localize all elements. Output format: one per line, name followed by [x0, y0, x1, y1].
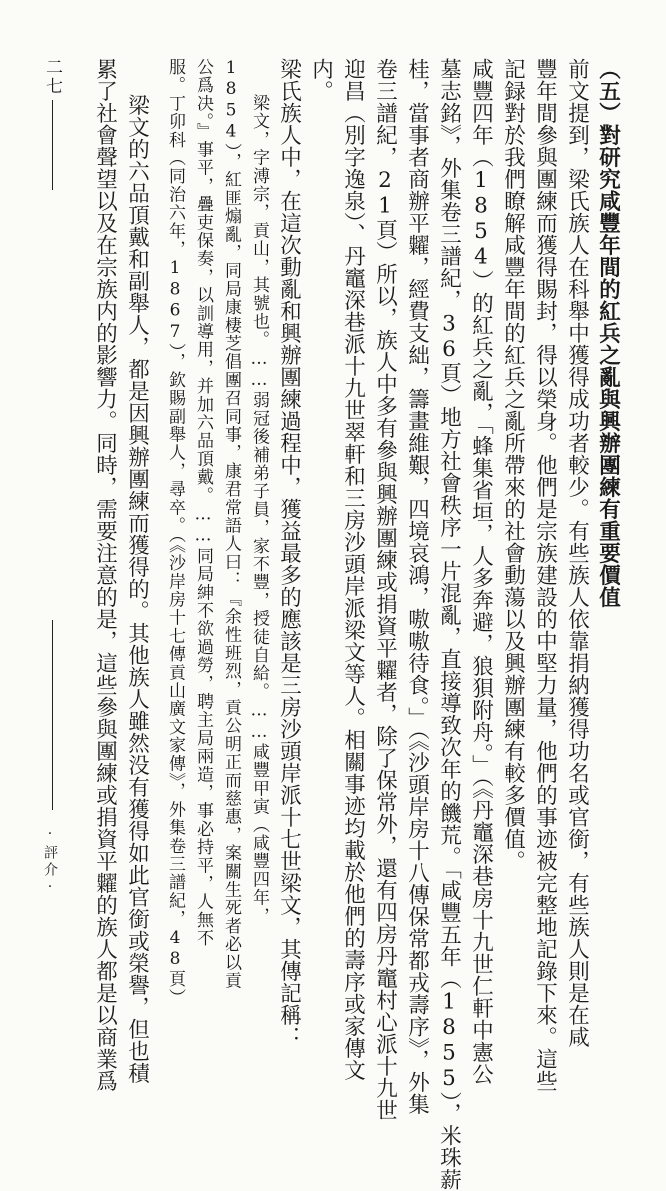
- text-column: 卷三譜紀，21頁）所以，族人中多有參與興辦團練或捐資平糶者，除了保常外，還有四房丹竈村心派十九世: [372, 58, 398, 1121]
- section-heading: （五）對研究咸豐年間的紅兵之亂與興辦團練有重要價值: [595, 58, 621, 608]
- text-column: 前文提到，梁氏族人在科舉中獲得成功者較少。有些族人依靠捐納獲得功名或官銜，有些族人則是在咸: [564, 58, 590, 1048]
- text-column: 内。: [308, 58, 334, 102]
- text-column: 豐年間參與團練而獲得賜封，得以榮身。他們是宗族建設的中堅力量，他們的事迹被完整地記錄下來。這些: [532, 58, 558, 1092]
- quote-column: 1854），紅匪煽亂，同局康棲芝倡團召同事，康君常語人曰：『余性班烈，貢公明正而慈惠，案關生死者必以貢: [221, 58, 241, 990]
- margin-rule-lower: [52, 620, 53, 810]
- quote-column: 服。丁卯科（同治六年，1867），欽賜副舉人，尋卒。（《沙岸房十七傳貢山廣文家傳》，外集卷三譜紀，48頁）: [165, 58, 185, 1007]
- margin-rule-upper: [52, 100, 53, 190]
- running-head: ·評介·: [42, 826, 58, 898]
- text-column: 記録對於我們瞭解咸豐年間的紅兵之亂所帶來的社會動蕩以及興辦團練有較多價值。: [500, 58, 526, 872]
- text-column: 桂，當事者商辦平糶，經費支絀，籌畫維艱，四境哀鴻，嗷嗷待食。」（《沙頭岸房十八傳保常都戎壽序》，外集: [404, 58, 430, 1115]
- text-column: 迎昌（別字逸泉）、丹竈深巷派十九世翠軒和三房沙頭岸派梁文等人。相關事迹均載於他們的壽序或家傳文: [340, 58, 366, 1082]
- text-column: 梁文的六品頂戴和副舉人，都是因興辦團練而獲得的。其他族人雖然没有獲得如此官銜或榮譽，但也積: [124, 94, 150, 1084]
- text-column: 咸豐四年（1854）的紅兵之亂，「蜂集省垣，人多奔避，狼狽附舟。」（《丹竈深巷房十九世仁軒中憲公: [468, 58, 494, 1085]
- text-column: 梁氏族人中，在這次動亂和興辦團練過程中，獲益最多的應該是三房沙頭岸派十七世梁文，其傳記稱：: [276, 58, 302, 1048]
- text-column: 墓志銘》，外集卷三譜紀，36頁）地方社會秩序一片混亂，直接導致次年的饑荒。「咸豐五年（1855），米珠薪: [436, 58, 462, 1191]
- quote-column: 公爲决。』事平，疊吏保奏，以訓導用，并加六品頂戴。……同局紳不欲過勞，聘主局兩造，事必持平，人無不: [193, 58, 213, 948]
- page-number: 二七: [42, 58, 62, 96]
- text-column: 累了社會聲望以及在宗族内的影響力。同時，需要注意的是，這些參與團練或捐資平糶的族人都是以商業爲: [92, 58, 118, 1092]
- quote-column: 梁文，字溥宗，貢山，其號也。……弱冠後補弟子員，家不豐，授徒自給。……咸豐甲寅（咸豐四年，: [249, 94, 269, 925]
